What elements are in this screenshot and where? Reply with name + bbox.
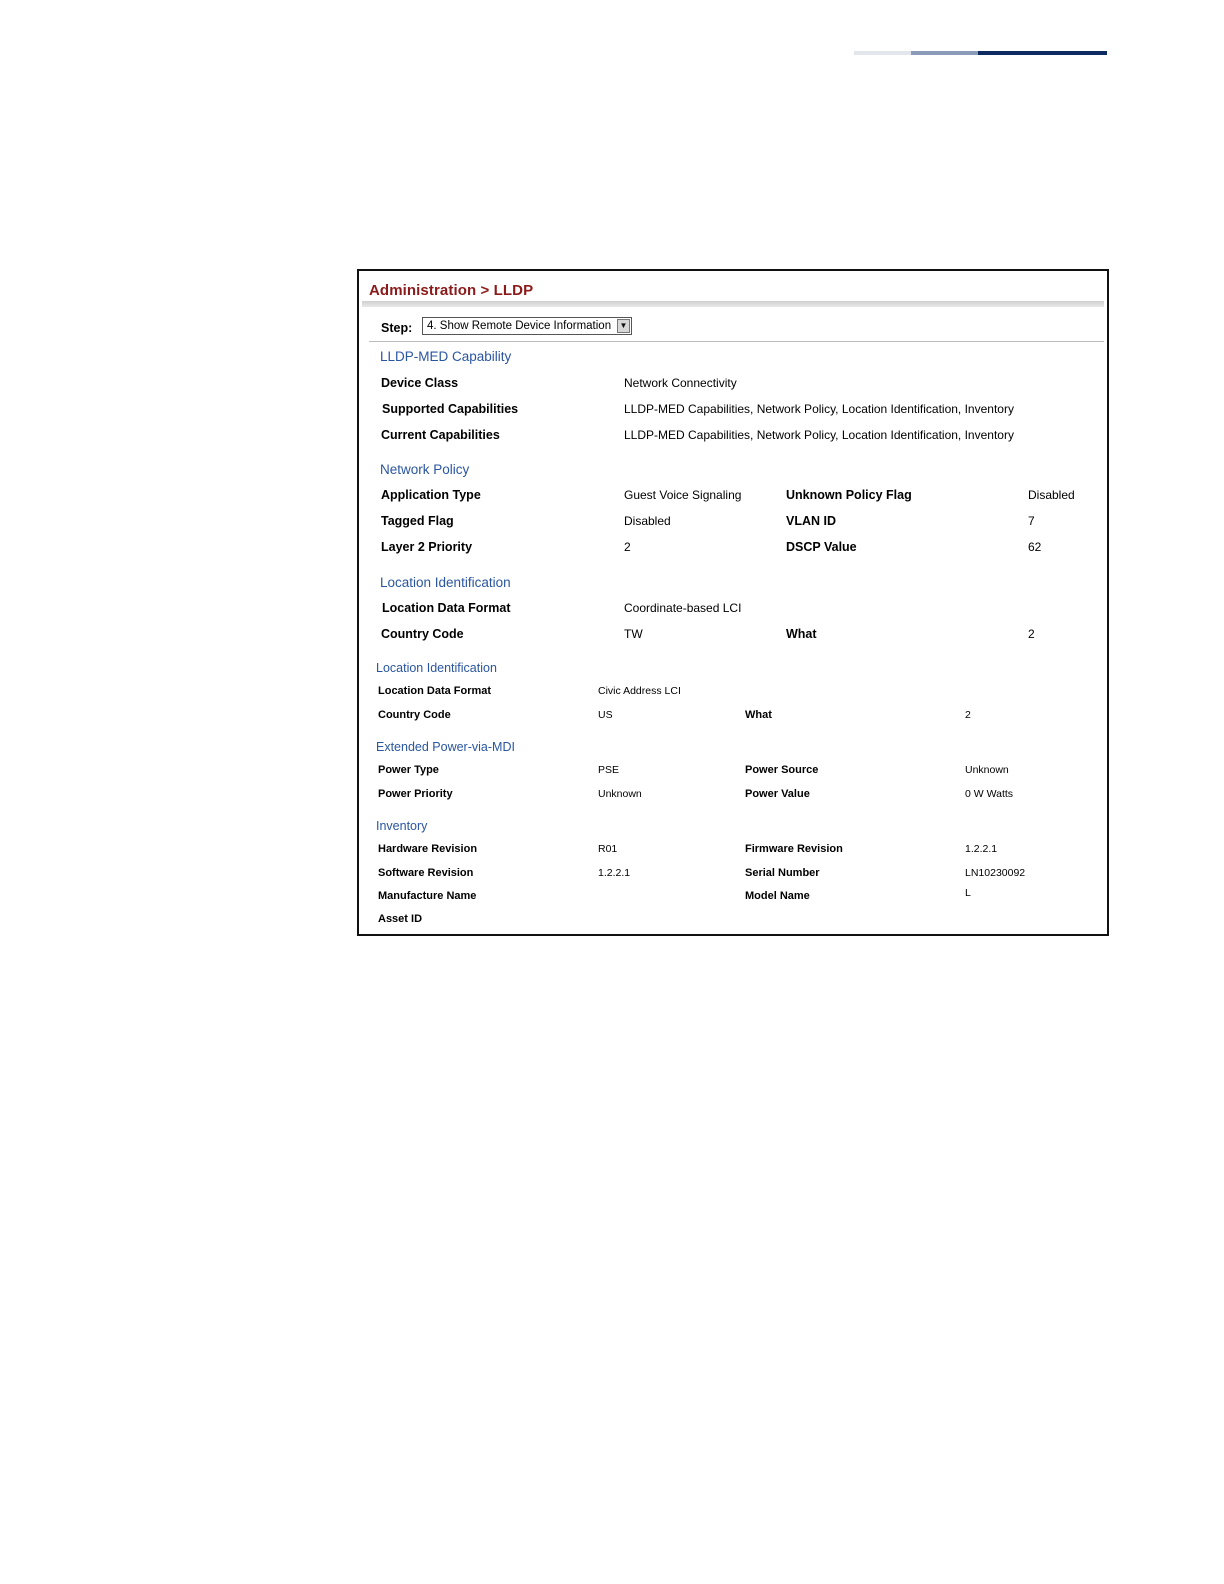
- firmware-revision-label: Firmware Revision: [745, 843, 843, 855]
- step-label: Step:: [381, 321, 413, 335]
- section-heading-extended-power: Extended Power-via-MDI: [376, 740, 515, 754]
- unknown-policy-flag-label: Unknown Policy Flag: [786, 488, 912, 502]
- model-name-label: Model Name: [745, 890, 810, 902]
- power-value-label: Power Value: [745, 788, 810, 800]
- asset-id-label: Asset ID: [378, 913, 423, 925]
- layer2-priority-value: 2: [624, 540, 631, 554]
- dscp-value-label: DSCP Value: [786, 540, 857, 554]
- country-code-label: Country Code: [381, 627, 464, 641]
- location-data-format-value: Civic Address LCI: [598, 685, 681, 697]
- unknown-policy-flag-value: Disabled: [1028, 488, 1075, 502]
- tagged-flag-label: Tagged Flag: [381, 514, 454, 528]
- location-data-format-label: Location Data Format: [382, 601, 511, 615]
- hardware-revision-label: Hardware Revision: [378, 843, 478, 855]
- power-type-value: PSE: [598, 764, 620, 776]
- what-label: What: [745, 709, 772, 721]
- power-source-label: Power Source: [745, 764, 819, 776]
- supported-capabilities-label: Supported Capabilities: [382, 402, 519, 416]
- model-name-value: L: [965, 887, 971, 899]
- device-class-label: Device Class: [381, 376, 459, 390]
- device-class-value: Network Connectivity: [624, 376, 737, 390]
- software-revision-label: Software Revision: [378, 867, 474, 879]
- section-heading-location-1: Location Identification: [380, 575, 511, 590]
- what-value: 2: [1028, 627, 1035, 641]
- supported-capabilities-value: LLDP-MED Capabilities, Network Policy, Location Identification, Inventory: [624, 402, 1014, 416]
- power-priority-value: Unknown: [598, 788, 642, 800]
- section-heading-lldp-med: LLDP-MED Capability: [380, 349, 512, 364]
- what-value: 2: [965, 709, 971, 721]
- manufacture-name-label: Manufacture Name: [378, 890, 477, 902]
- power-value-value: 0 W Watts: [965, 788, 1014, 800]
- serial-number-value: LN10230092: [965, 867, 1026, 879]
- header-bar-light: [854, 51, 911, 55]
- chevron-down-icon[interactable]: ▼: [617, 319, 630, 333]
- country-code-value: TW: [624, 627, 643, 641]
- step-divider: [369, 341, 1104, 342]
- vlan-id-value: 7: [1028, 514, 1035, 528]
- power-type-label: Power Type: [378, 764, 439, 776]
- step-selected-value: 4. Show Remote Device Information: [427, 320, 612, 332]
- section-heading-inventory: Inventory: [376, 819, 428, 833]
- header-bar-mid: [911, 51, 978, 55]
- layer2-priority-label: Layer 2 Priority: [381, 540, 473, 554]
- dscp-value-value: 62: [1028, 540, 1042, 554]
- section-heading-network-policy: Network Policy: [380, 462, 470, 477]
- tagged-flag-value: Disabled: [624, 514, 671, 528]
- breadcrumb: Administration > LLDP: [369, 282, 534, 299]
- header-bar-dark: [978, 51, 1107, 55]
- power-source-value: Unknown: [965, 764, 1009, 776]
- firmware-revision-value: 1.2.2.1: [965, 843, 998, 855]
- vlan-id-label: VLAN ID: [786, 514, 836, 528]
- what-label: What: [786, 627, 817, 641]
- step-select[interactable]: [422, 317, 632, 335]
- application-type-value: Guest Voice Signaling: [624, 488, 742, 502]
- hardware-revision-value: R01: [598, 843, 618, 855]
- location-data-format-label: Location Data Format: [378, 685, 492, 697]
- current-capabilities-value: LLDP-MED Capabilities, Network Policy, Location Identification, Inventory: [624, 428, 1014, 442]
- power-priority-label: Power Priority: [378, 788, 453, 800]
- serial-number-label: Serial Number: [745, 867, 820, 879]
- section-heading-location-2: Location Identification: [376, 661, 497, 675]
- software-revision-value: 1.2.2.1: [598, 867, 631, 879]
- title-divider: [362, 301, 1104, 307]
- lldp-screenshot-panel: [357, 269, 1109, 936]
- location-data-format-value: Coordinate-based LCI: [624, 601, 742, 615]
- application-type-label: Application Type: [381, 488, 481, 502]
- current-capabilities-label: Current Capabilities: [381, 428, 500, 442]
- country-code-value: US: [598, 709, 613, 721]
- country-code-label: Country Code: [378, 709, 451, 721]
